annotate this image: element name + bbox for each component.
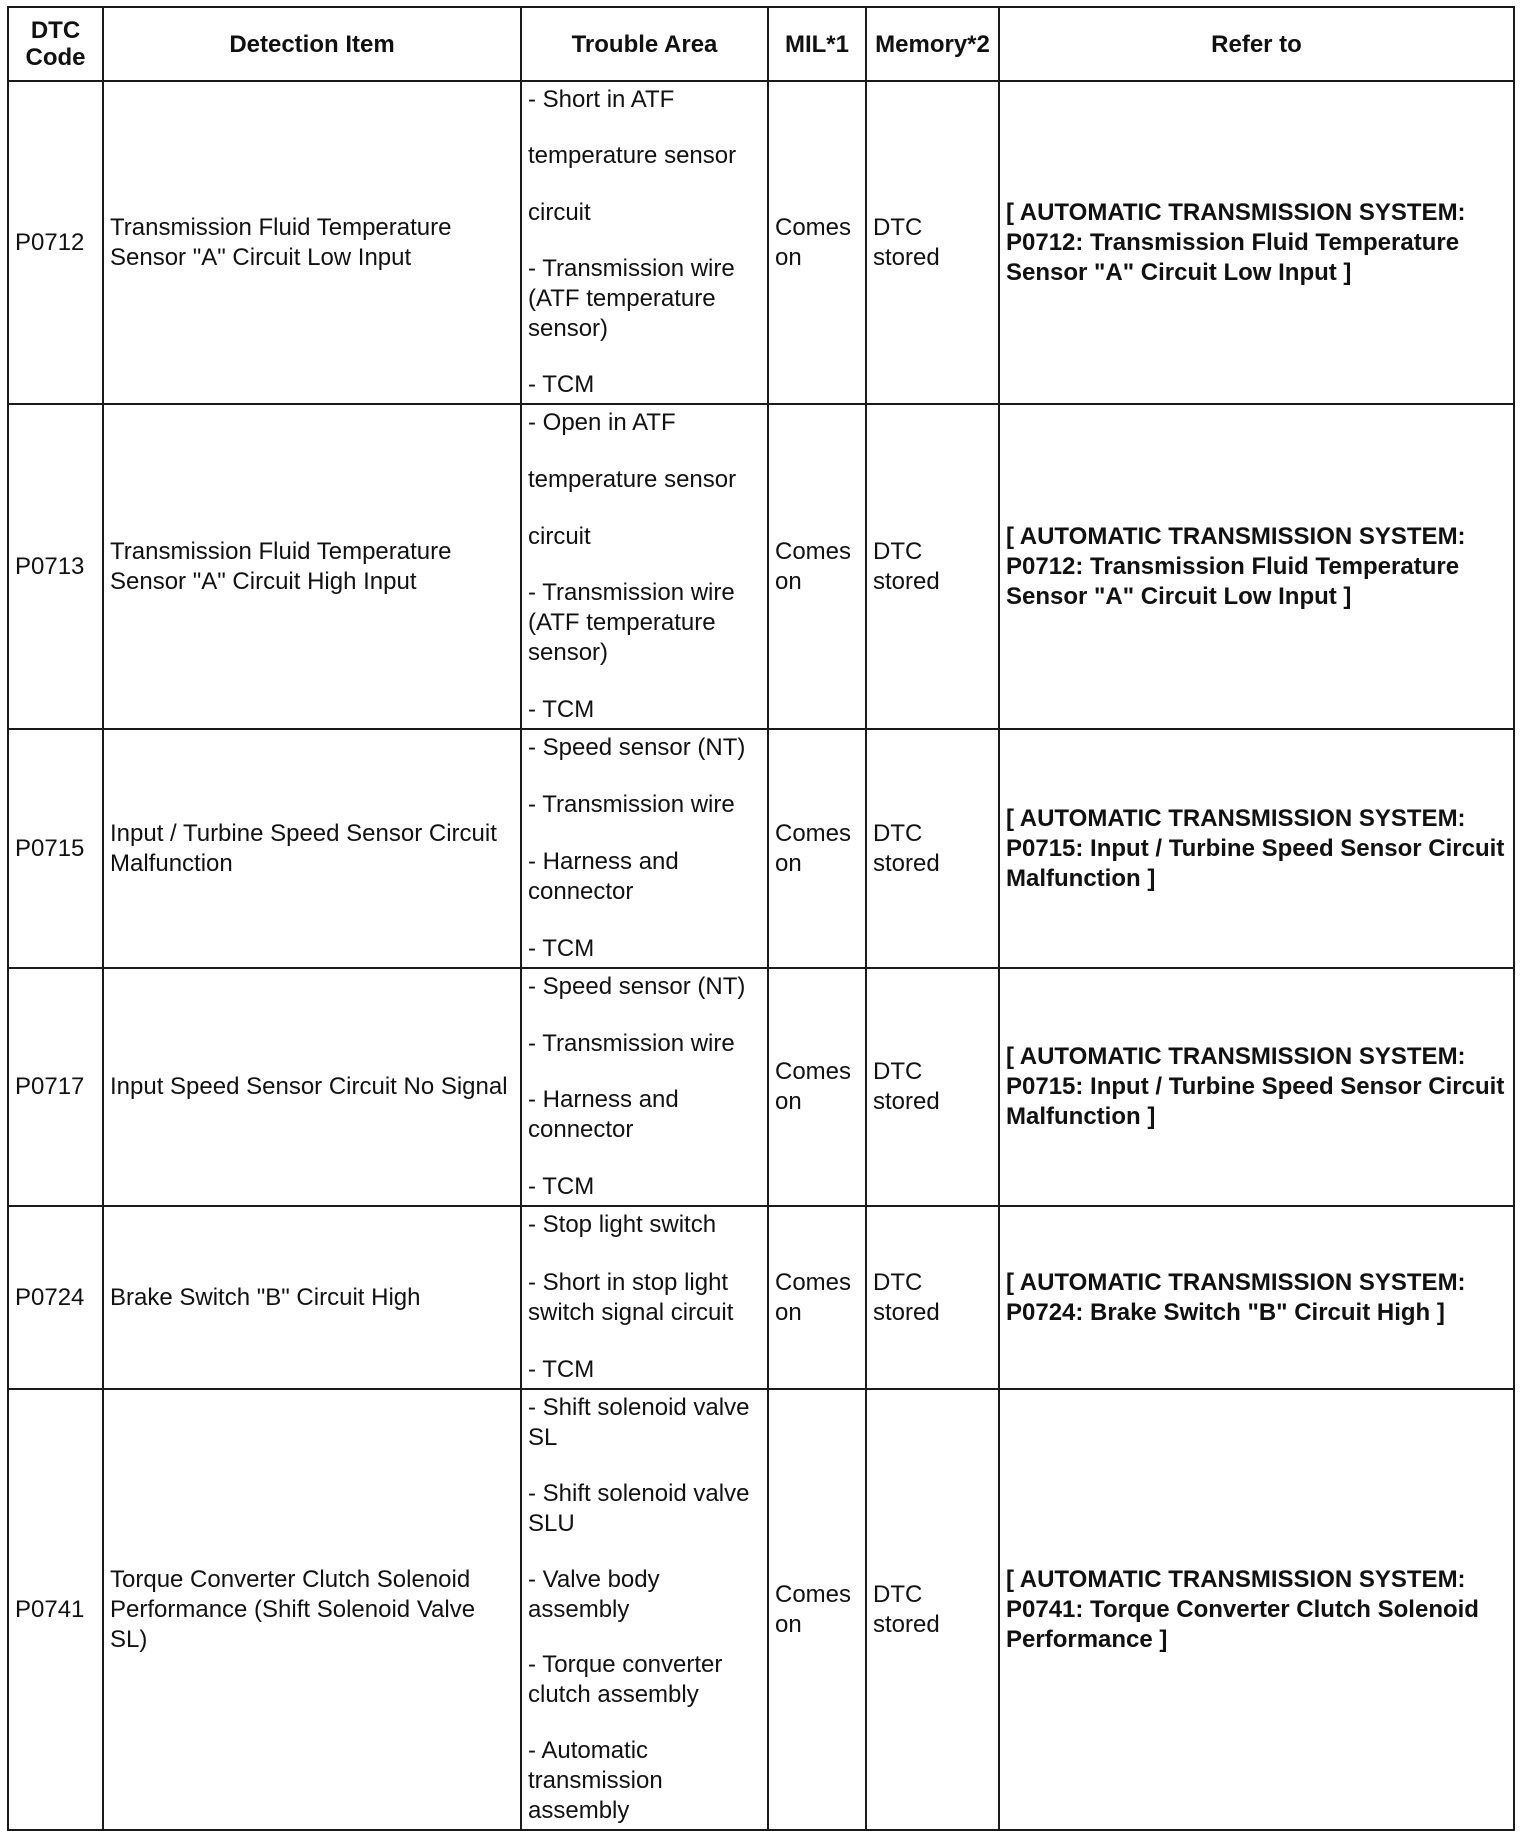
header-row — [8, 7, 1514, 81]
table-row — [8, 1389, 1514, 1830]
trouble-area-item: - Short in ATF — [528, 86, 675, 113]
trouble-area-list — [528, 972, 761, 1202]
mil-cell: Comes on — [768, 1389, 866, 1830]
mil-cell: Comes on — [768, 729, 866, 968]
trouble-area-item: - Harness and connector — [528, 848, 679, 905]
refer-to-link[interactable]: [ AUTOMATIC TRANSMISSION SYSTEM: P0712: Transmission Fluid Temperature Sensor "A" Circuit Low Input ] — [999, 404, 1514, 729]
trouble-area-item: - Stop light switch — [528, 1211, 717, 1238]
trouble-area-item: - TCM — [528, 1172, 595, 1200]
refer-to-link[interactable]: [ AUTOMATIC TRANSMISSION SYSTEM: P0724: Brake Switch "B" Circuit High ] — [999, 1206, 1514, 1389]
dtc-code-cell: P0724 — [8, 1206, 103, 1389]
trouble-area-item: - Transmission wire (ATF temperature sensor) — [528, 254, 735, 342]
refer-to-link[interactable]: [ AUTOMATIC TRANSMISSION SYSTEM: P0715: Input / Turbine Speed Sensor Circuit Malfunction ] — [999, 968, 1514, 1206]
trouble-area-cell — [521, 1389, 768, 1830]
refer-to-link[interactable]: [ AUTOMATIC TRANSMISSION SYSTEM: P0741: Torque Converter Clutch Solenoid Performance ] — [999, 1389, 1514, 1830]
trouble-area-item: - Speed sensor (NT) — [528, 734, 746, 761]
trouble-area-cell — [521, 81, 768, 404]
trouble-area-cell — [521, 404, 768, 729]
memory-cell: DTC stored — [866, 1206, 999, 1389]
trouble-area-item: - TCM — [528, 696, 595, 723]
header-dtc-code: DTC Code — [8, 7, 103, 81]
trouble-area-item: - Torque converter clutch assembly — [528, 1651, 723, 1709]
table-row — [8, 729, 1514, 968]
trouble-area-item: - Transmission wire — [528, 791, 735, 818]
refer-to-link[interactable]: [ AUTOMATIC TRANSMISSION SYSTEM: P0712: Transmission Fluid Temperature Sensor "A" Circuit Low Input ] — [999, 81, 1514, 404]
trouble-area-item: - Valve body assembly — [528, 1565, 660, 1623]
header-detection-item: Detection Item — [103, 7, 521, 81]
dtc-code-cell: P0741 — [8, 1389, 103, 1830]
mil-cell: Comes on — [768, 1206, 866, 1389]
table-row — [8, 81, 1514, 404]
trouble-area-item: - TCM — [528, 1356, 595, 1383]
trouble-area-list — [528, 733, 761, 964]
memory-cell: DTC stored — [866, 81, 999, 404]
trouble-area-cell — [521, 729, 768, 968]
header-mil: MIL*1 — [768, 7, 866, 81]
detection-item-cell: Brake Switch "B" Circuit High — [103, 1206, 521, 1389]
refer-to-link[interactable]: [ AUTOMATIC TRANSMISSION SYSTEM: P0715: Input / Turbine Speed Sensor Circuit Malfunction ] — [999, 729, 1514, 968]
trouble-area-item: circuit — [528, 522, 591, 550]
memory-cell: DTC stored — [866, 729, 999, 968]
trouble-area-item: - Transmission wire (ATF temperature sensor) — [528, 579, 735, 667]
trouble-area-item: temperature sensor — [528, 465, 737, 493]
trouble-area-item: - Harness and connector — [528, 1086, 679, 1144]
trouble-area-item: - TCM — [528, 935, 595, 962]
mil-cell: Comes on — [768, 81, 866, 404]
dtc-code-cell: P0713 — [8, 404, 103, 729]
detection-item-cell: Input Speed Sensor Circuit No Signal — [103, 968, 521, 1206]
trouble-area-item: - Open in ATF — [528, 409, 676, 436]
trouble-area-list — [528, 408, 761, 725]
trouble-area-item: - Shift solenoid valve SLU — [528, 1479, 750, 1537]
trouble-area-item: - TCM — [528, 371, 595, 398]
table-row — [8, 1206, 1514, 1389]
detection-item-cell: Transmission Fluid Temperature Sensor "A" Circuit High Input — [103, 404, 521, 729]
trouble-area-item: - Automatic transmission assembly — [528, 1737, 663, 1824]
dtc-code-cell: P0717 — [8, 968, 103, 1206]
memory-cell: DTC stored — [866, 968, 999, 1206]
trouble-area-list — [528, 85, 761, 400]
detection-item-cell: Transmission Fluid Temperature Sensor "A" Circuit Low Input — [103, 81, 521, 404]
trouble-area-item: circuit — [528, 198, 591, 226]
detection-item-cell: Torque Converter Clutch Solenoid Performance (Shift Solenoid Valve SL) — [103, 1389, 521, 1830]
detection-item-cell: Input / Turbine Speed Sensor Circuit Malfunction — [103, 729, 521, 968]
trouble-area-item: - Speed sensor (NT) — [528, 973, 746, 1000]
mil-cell: Comes on — [768, 968, 866, 1206]
header-refer-to: Refer to — [999, 7, 1514, 81]
table-header — [8, 7, 1514, 81]
trouble-area-item: - Short in stop light switch signal circuit — [528, 1268, 734, 1326]
dtc-code-cell: P0712 — [8, 81, 103, 404]
header-trouble-area: Trouble Area — [521, 7, 768, 81]
dtc-table — [7, 6, 1515, 1831]
trouble-area-item: - Transmission wire — [528, 1029, 735, 1057]
table-row — [8, 968, 1514, 1206]
trouble-area-cell — [521, 968, 768, 1206]
trouble-area-list — [528, 1210, 761, 1385]
trouble-area-item: - Shift solenoid valve SL — [528, 1394, 750, 1451]
table-row — [8, 404, 1514, 729]
trouble-area-item: temperature sensor — [528, 142, 737, 170]
header-memory: Memory*2 — [866, 7, 999, 81]
dtc-code-cell: P0715 — [8, 729, 103, 968]
memory-cell: DTC stored — [866, 404, 999, 729]
table-body — [8, 81, 1514, 1830]
memory-cell: DTC stored — [866, 1389, 999, 1830]
mil-cell: Comes on — [768, 404, 866, 729]
trouble-area-list — [528, 1393, 761, 1826]
trouble-area-cell — [521, 1206, 768, 1389]
